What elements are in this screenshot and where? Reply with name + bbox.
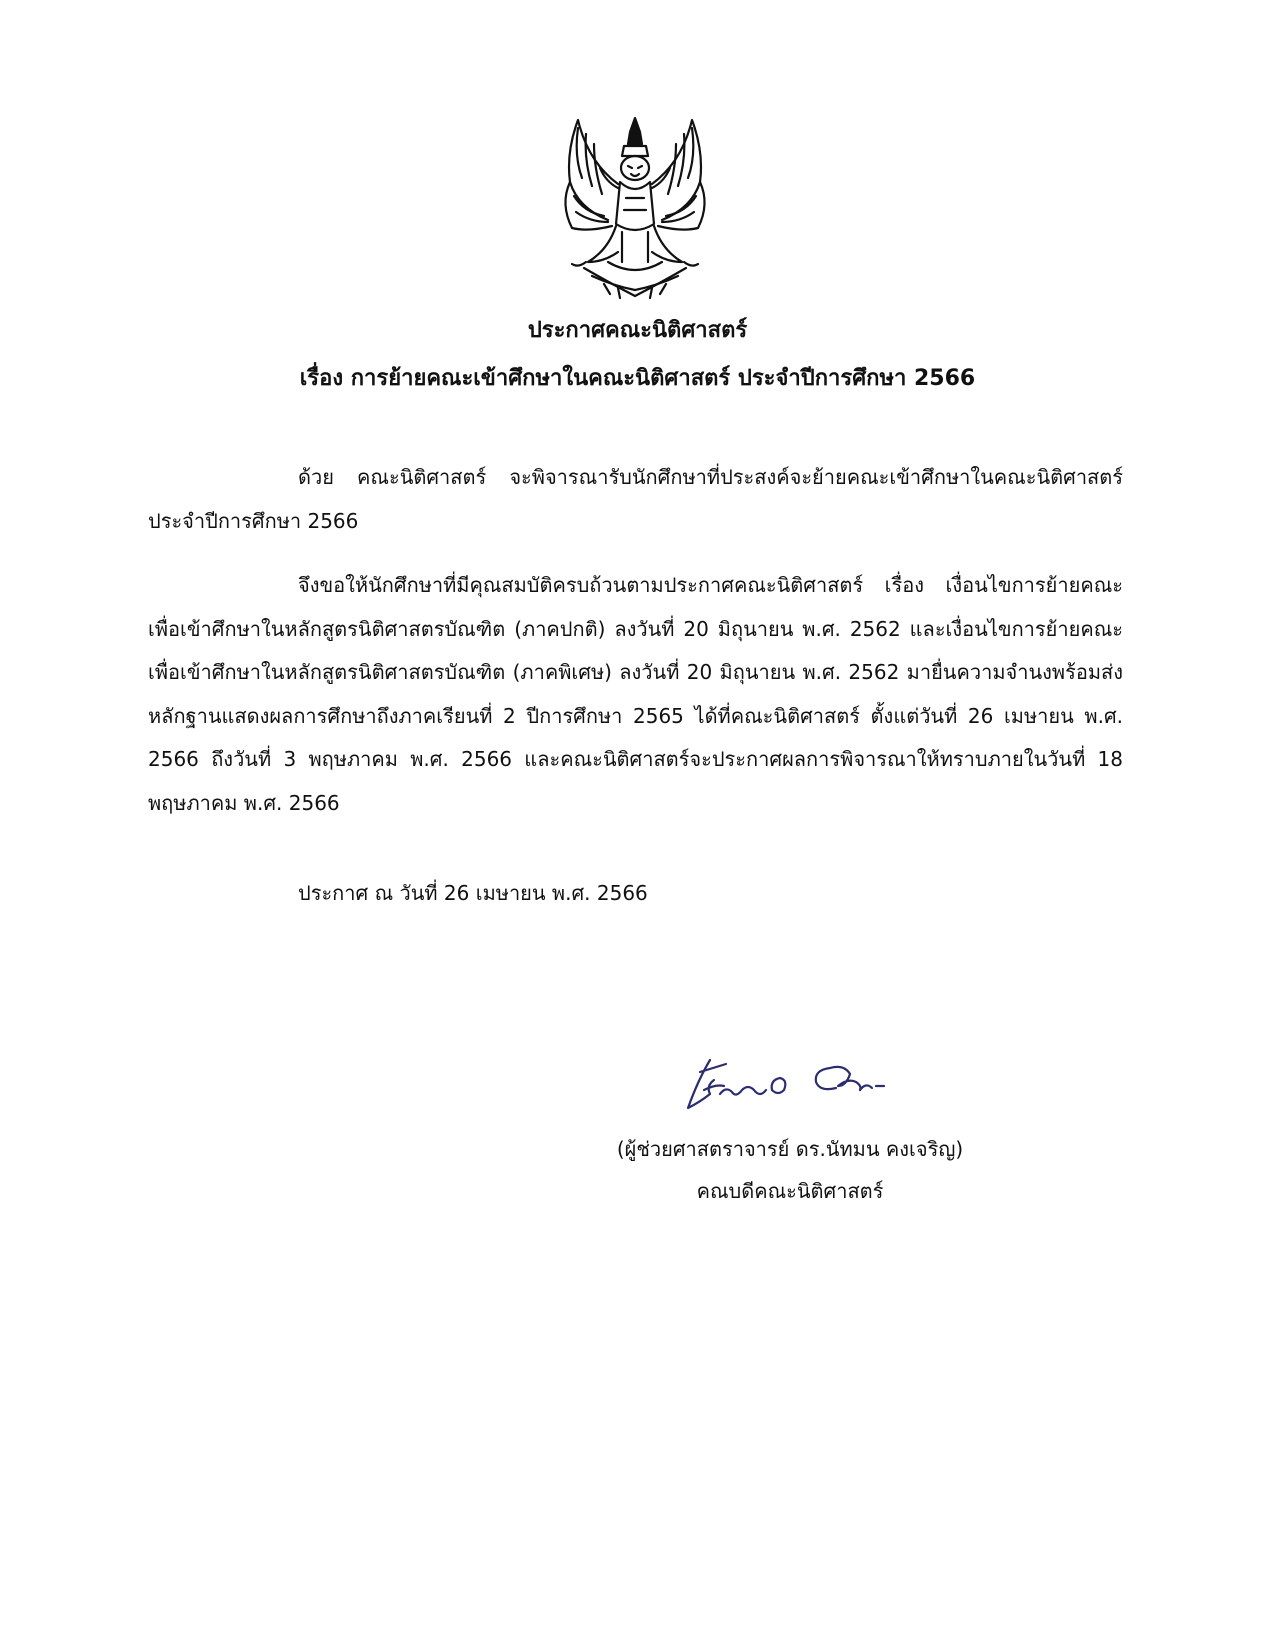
announcement-date: ประกาศ ณ วันที่ 26 เมษายน พ.ศ. 2566 [298,881,648,905]
body-paragraph-2: จึงขอให้นักศึกษาที่มีคุณสมบัติครบถ้วนตามประกาศคณะนิติศาสตร์ เรื่อง เงื่อนไขการย้ายคณะเพื่อเข้าศึกษาในหลักสูตรนิติศาสตรบัณฑิต (ภาคปกติ) ลงวันที่ 20 มิถุนายน พ.ศ. 2562 และเงื่อนไขการย้ายคณะ เพื่อเข้าศึกษาในหลักสูตรนิติศาสตรบัณฑิต (ภาคพิเศษ) ลงวันที่ 20 มิถุนายน พ.ศ. 2562 มายื่นความจำนงพร้อมส่งหลักฐานแสดงผลการศึกษาถึงภาคเรียนที่ 2 ปีการศึกษา 2565 ได้ที่คณะนิติศาสตร์ ตั้งแต่วันที่ 26 เมษายน พ.ศ. 2566 ถึงวันที่ 3 พฤษภาคม พ.ศ. 2566 และคณะนิติศาสตร์จะประกาศผลการพิจารณาให้ทราบภายในวันที่ 18 พฤษภาคม พ.ศ. 2566 [148,573,1123,815]
garuda-emblem-icon [548,112,723,302]
signer-name: (ผู้ช่วยศาสตราจารย์ ดร.นัทมน คงเจริญ) [616,1137,964,1161]
signer-position: คณบดีคณะนิติศาสตร์ [696,1179,884,1203]
body-paragraph-1: ด้วย คณะนิติศาสตร์ จะพิจารณารับนักศึกษาที่ประสงค์จะย้ายคณะเข้าศึกษาในคณะนิติศาสตร์ ประจำปีการศึกษา 2566 [148,465,1123,533]
document-subject: เรื่อง การย้ายคณะเข้าศึกษาในคณะนิติศาสตร์ ประจำปีการศึกษา 2566 [299,366,976,391]
signature-icon [680,1050,910,1120]
page-title: ประกาศคณะนิติศาสตร์ [527,318,748,343]
